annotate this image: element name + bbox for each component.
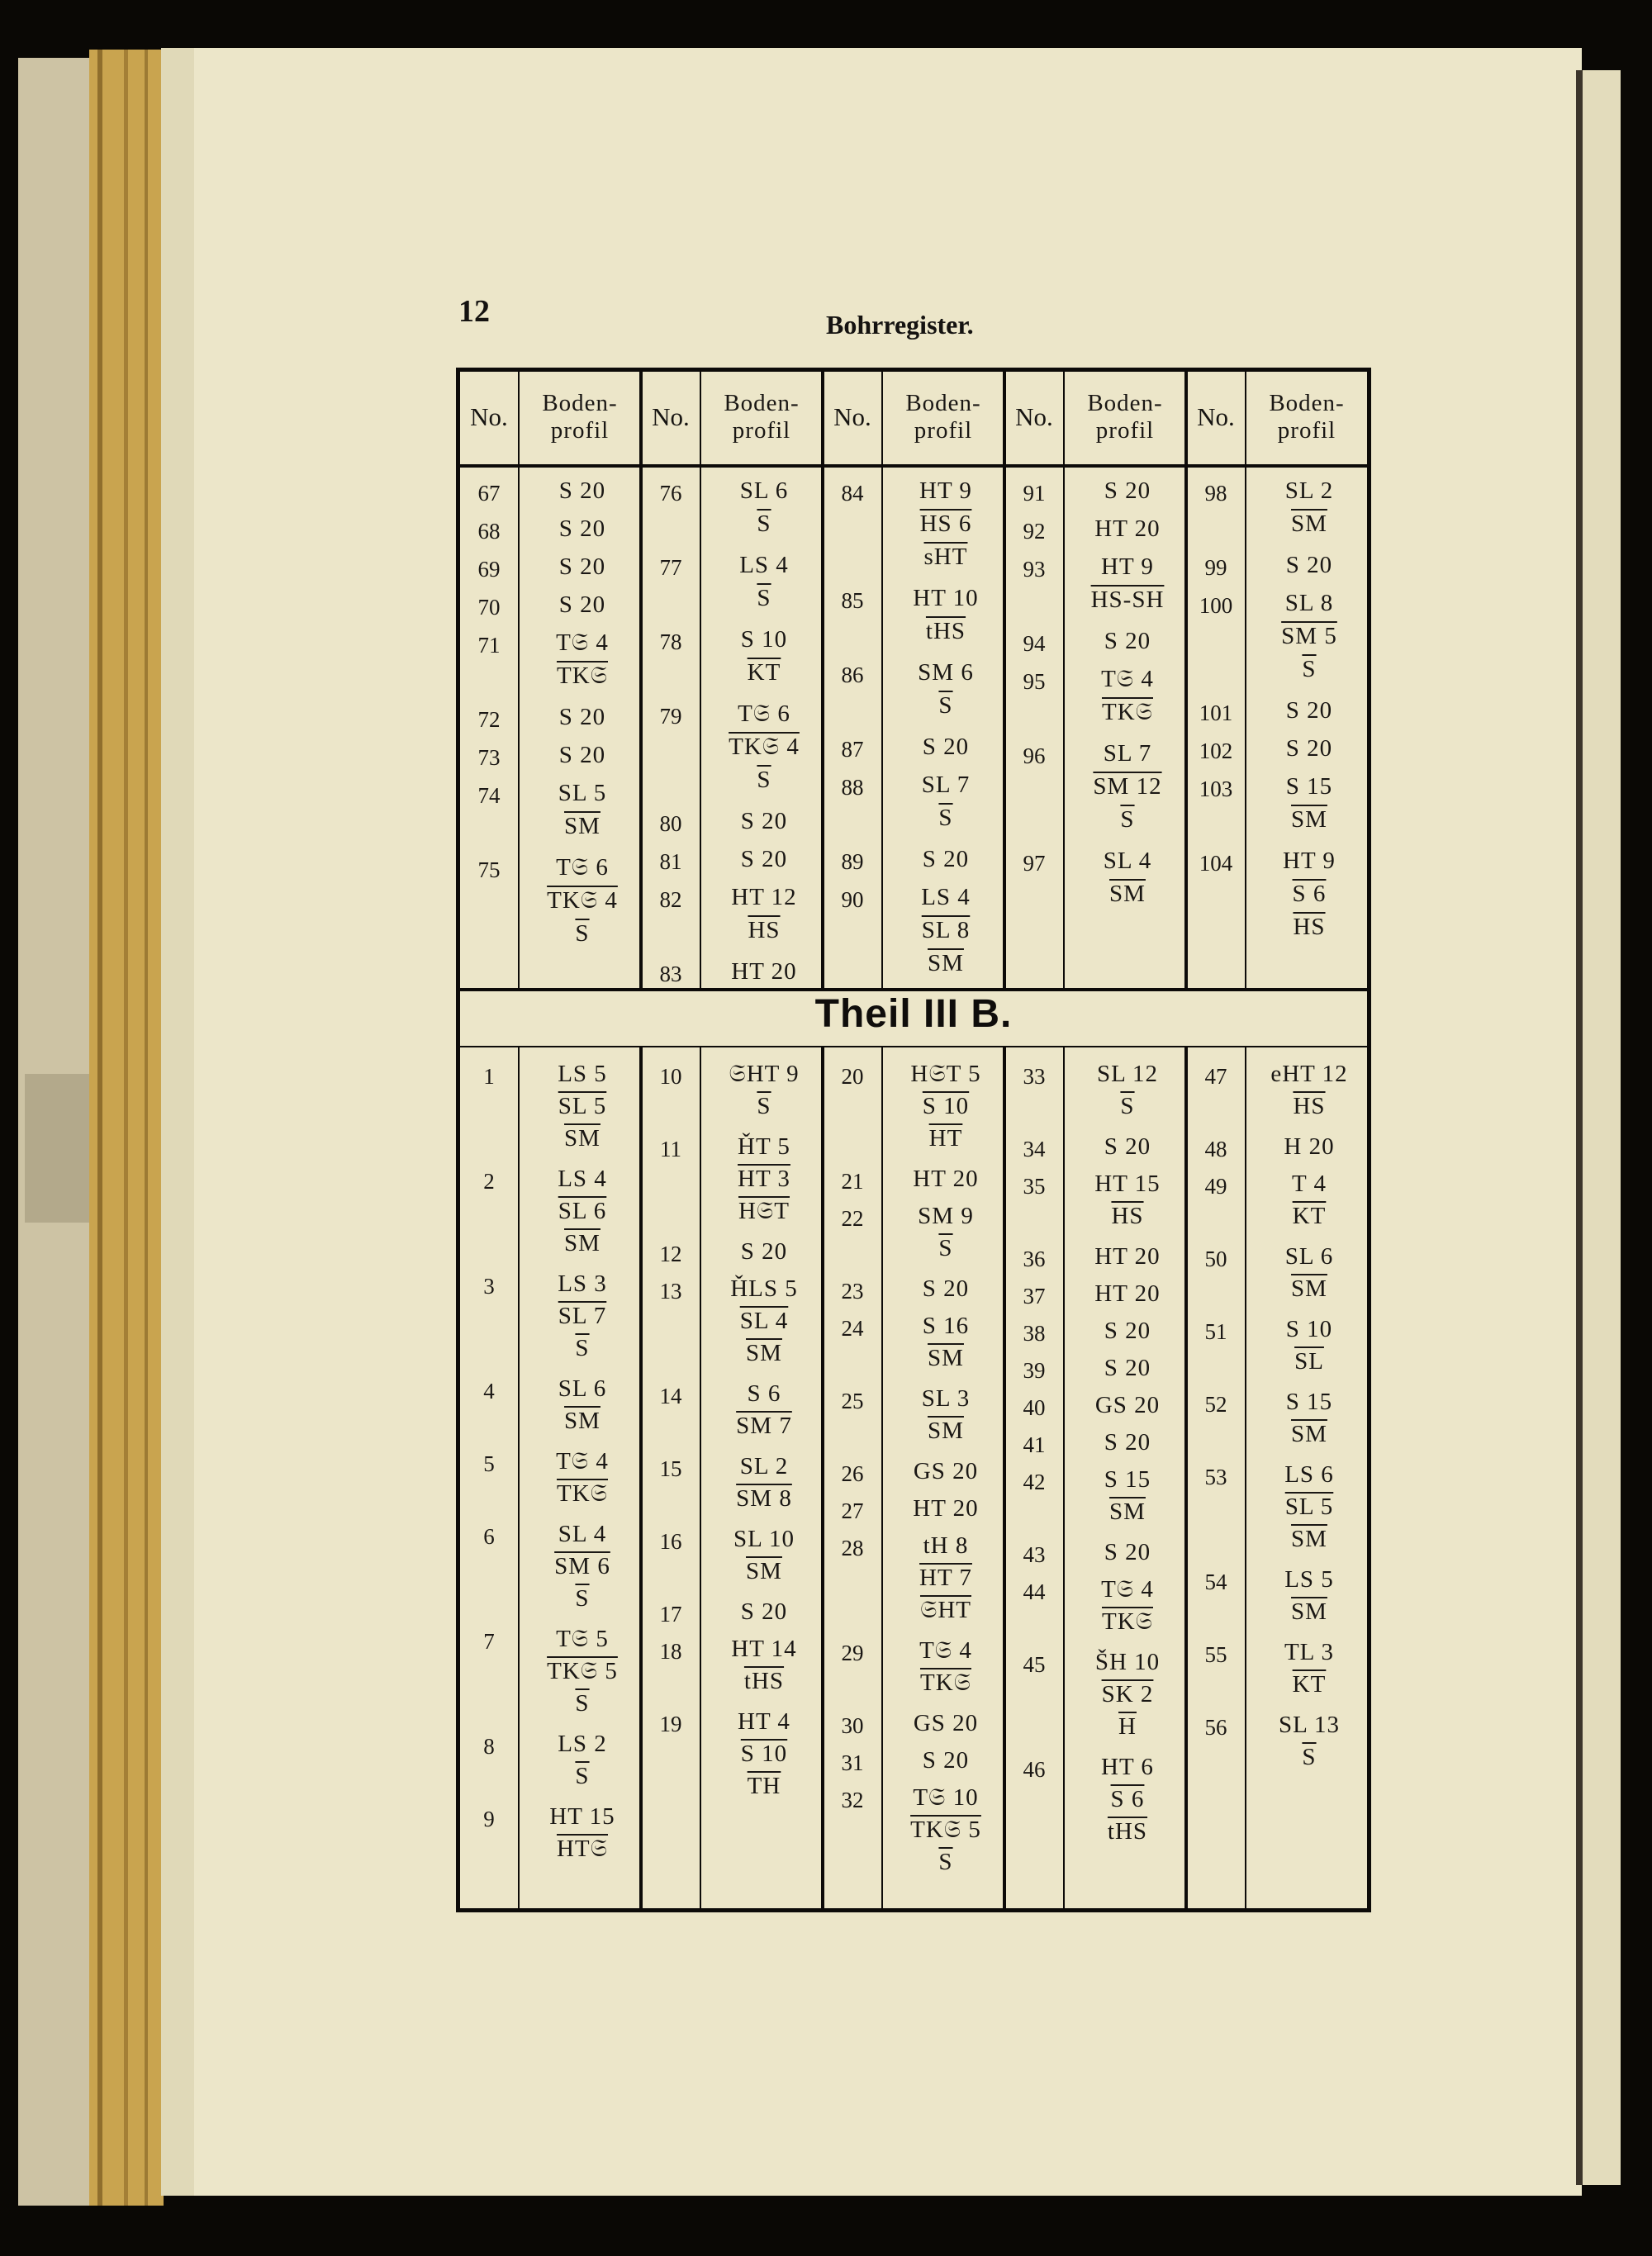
entry-no: 14 (659, 1384, 682, 1408)
profile-layer: SL 5 (558, 1093, 607, 1119)
entry-no: 93 (1023, 557, 1046, 582)
profile-layer: SL 5 (558, 780, 607, 806)
entry-no: 78 (659, 629, 682, 654)
entry-no: 71 (477, 633, 501, 658)
section-title-theil-iii-b: Theil III B. (814, 992, 1013, 1036)
entry-no: 70 (477, 595, 501, 620)
profile-layer: HT 3 (738, 1166, 790, 1192)
entry-no: 41 (1023, 1432, 1046, 1457)
profile-layer: S 20 (1285, 697, 1333, 724)
entry-no: 100 (1199, 593, 1233, 618)
entry-no: 47 (1204, 1064, 1227, 1089)
entry-no: 50 (1204, 1247, 1227, 1271)
profile-layer: LS 3 (558, 1270, 607, 1297)
entry-no: 43 (1023, 1542, 1046, 1567)
profile-layer: $\overline{SM}$ (564, 1125, 601, 1152)
entry-no: 2 (483, 1169, 495, 1194)
profile-layer: SM 5 (1281, 623, 1337, 649)
entry-no: 97 (1023, 851, 1046, 876)
entry-no: 30 (841, 1713, 864, 1738)
entry-no: 33 (1023, 1064, 1046, 1089)
table-header-row (460, 372, 1367, 471)
entry-no: 72 (477, 707, 501, 732)
sub-rule-a-4 (1245, 372, 1246, 988)
entry-no: 12 (659, 1242, 682, 1266)
profile-layer: T𝔖 6 (738, 701, 790, 727)
entry-no: 9 (483, 1807, 495, 1831)
entry-no: 25 (841, 1389, 864, 1413)
profile-layer: SL 2 (739, 1453, 789, 1479)
profile-layer: LS 5 (1284, 1566, 1334, 1593)
profile-layer: ŠH 10 (1094, 1649, 1161, 1675)
profile-layer: HT 9 (1101, 553, 1154, 580)
entry-no: 76 (659, 481, 682, 506)
profile-layer: S 10 (740, 626, 788, 653)
entry-no: 26 (841, 1461, 864, 1486)
profile-layer: S 10 (922, 1093, 970, 1119)
entry-no: 74 (477, 783, 501, 808)
profile-layer: SM 6 (918, 659, 974, 686)
entry-no: 53 (1204, 1465, 1227, 1489)
entry-no: 85 (841, 588, 864, 613)
profile-layer: SL 6 (558, 1198, 607, 1224)
profile-layer: H𝔖T 5 (910, 1061, 981, 1087)
profile-layer: TK𝔖 4 (547, 887, 618, 914)
profile-layer: $\overline{HT}$ (928, 1125, 963, 1152)
entry-no: 49 (1204, 1174, 1227, 1199)
profile-layer: HT 4 (738, 1708, 790, 1735)
entry-no: 44 (1023, 1579, 1046, 1604)
entry-no: 81 (659, 849, 682, 874)
profile-layer: T𝔖 4 (556, 629, 609, 656)
entry-no: 82 (659, 887, 682, 912)
profile-layer: $\overline{S}$ (757, 585, 771, 611)
profile-layer: $\overline{tHS}$ (1107, 1818, 1148, 1845)
profile-layer: T𝔖 4 (556, 1448, 609, 1475)
entry-no: 36 (1023, 1247, 1046, 1271)
profile-layer: TK𝔖 5 (547, 1658, 618, 1684)
sub-rule-b-4 (1245, 1047, 1246, 1908)
running-head: Bohrregister. (826, 310, 974, 340)
sub-rule-a-0 (518, 372, 520, 988)
profile-layer: TK𝔖 (1101, 699, 1153, 725)
entry-no: 80 (659, 811, 682, 836)
profile-layer: $\overline{KT}$ (1292, 1671, 1327, 1698)
profile-layer: S 20 (558, 515, 606, 542)
header-no-2: No. (652, 402, 690, 431)
profile-layer: $\overline{S}$ (938, 805, 953, 831)
profile-layer: SL 6 (739, 477, 789, 504)
profile-layer: $\overline{HS}$ (748, 917, 781, 943)
profile-layer: $\overline{HS}$ (1293, 1093, 1326, 1119)
profile-layer: $\overline{S}$ (575, 1763, 590, 1789)
profile-layer: T𝔖 4 (1101, 666, 1154, 692)
profile-layer: SM 9 (918, 1203, 974, 1229)
header-profile-1: Boden- profil (542, 390, 618, 444)
header-profile-2: Boden- profil (724, 390, 800, 444)
profile-layer: S 20 (1104, 477, 1151, 504)
profile-layer: SL 13 (1278, 1712, 1341, 1738)
profile-layer: S 16 (922, 1313, 970, 1339)
profile-layer: HT 20 (1094, 1280, 1161, 1307)
profile-layer: $\overline{SM}$ (1109, 1498, 1146, 1525)
profile-layer: HT 12 (731, 884, 797, 910)
profile-layer: $\overline{SM}$ (564, 1230, 601, 1256)
entry-no: 99 (1204, 555, 1227, 580)
entry-no: 16 (659, 1529, 682, 1554)
profile-layer: HT𝔖 (556, 1836, 608, 1862)
entry-no: 15 (659, 1456, 682, 1481)
profile-layer: S 20 (922, 846, 970, 872)
profile-layer: LS 2 (558, 1731, 607, 1757)
profile-layer: S 10 (1285, 1316, 1333, 1342)
entry-no: 1 (483, 1064, 495, 1089)
profile-layer: $\overline{S}$ (938, 692, 953, 719)
profile-layer: S 15 (1285, 1389, 1333, 1415)
profile-layer: $\overline{SM}$ (746, 1340, 782, 1366)
profile-layer: LS 5 (558, 1061, 607, 1087)
profile-layer: S 20 (558, 742, 606, 768)
entry-no: 87 (841, 737, 864, 762)
profile-layer: S 20 (740, 1238, 788, 1265)
profile-layer: SL 8 (921, 917, 971, 943)
profile-layer: $\overline{SM}$ (746, 1558, 782, 1584)
header-no-1: No. (470, 402, 508, 431)
entry-no: 52 (1204, 1392, 1227, 1417)
profile-layer: HT 20 (731, 958, 797, 985)
profile-layer: S 6 (1110, 1786, 1145, 1812)
profile-layer: SL 3 (921, 1385, 971, 1412)
profile-layer: $\overline{SM}$ (564, 813, 601, 839)
entry-no: 34 (1023, 1137, 1046, 1161)
profile-layer: S 20 (558, 553, 606, 580)
entry-no: 31 (841, 1750, 864, 1775)
profile-layer: SL 12 (1096, 1061, 1159, 1087)
profile-layer: S 20 (1104, 1539, 1151, 1565)
profile-layer: HT 20 (913, 1166, 979, 1192)
entry-no: 37 (1023, 1284, 1046, 1308)
profile-layer: HT 7 (919, 1565, 972, 1591)
profile-layer: tH 8 (923, 1532, 969, 1559)
profile-layer: 𝔖HT 9 (729, 1061, 800, 1087)
profile-layer: SK 2 (1101, 1681, 1154, 1707)
profile-layer: HT 15 (549, 1803, 615, 1830)
entry-no: 46 (1023, 1757, 1046, 1782)
profile-layer: SL 2 (1284, 477, 1334, 504)
entry-no: 77 (659, 555, 682, 580)
profile-layer: $\overline{S}$ (1120, 806, 1135, 833)
entry-no: 22 (841, 1206, 864, 1231)
profile-layer: $\overline{SM}$ (928, 1345, 964, 1371)
profile-layer: SL 8 (1284, 590, 1334, 616)
profile-layer: $\overline{SM}$ (928, 1418, 964, 1444)
profile-layer: S 15 (1104, 1466, 1151, 1493)
profile-layer: TK𝔖 (1101, 1608, 1153, 1635)
profile-layer: TK𝔖 (556, 663, 608, 689)
profile-layer: SL 7 (558, 1303, 607, 1329)
profile-layer: $\overline{SL}$ (1294, 1348, 1324, 1375)
profile-layer: H 20 (1284, 1133, 1335, 1160)
profile-layer: GS 20 (913, 1458, 979, 1484)
profile-layer: $\overline{SM}$ (1291, 511, 1327, 537)
profile-layer: $\overline{tHS}$ (925, 618, 966, 644)
entry-no: 90 (841, 887, 864, 912)
profile-layer: 𝔖HT (919, 1597, 971, 1623)
profile-layer: $\overline{S}$ (938, 1849, 953, 1875)
sub-rule-b-2 (881, 1047, 883, 1908)
entry-no: 20 (841, 1064, 864, 1089)
profile-layer: TK𝔖 (919, 1669, 971, 1696)
profile-layer: SL 7 (1103, 740, 1152, 767)
header-rule (460, 464, 1367, 468)
entry-no: 96 (1023, 743, 1046, 768)
profile-layer: $\overline{S}$ (1302, 1744, 1317, 1770)
profile-layer: S 20 (740, 846, 788, 872)
profile-layer: S 20 (1104, 1355, 1151, 1381)
profile-layer: eHT 12 (1270, 1061, 1348, 1087)
profile-layer: $\overline{S}$ (575, 1335, 590, 1361)
entry-no: 89 (841, 849, 864, 874)
bore-register-table (456, 368, 1371, 1912)
entry-no: 68 (477, 519, 501, 544)
profile-layer: $\overline{S}$ (575, 920, 590, 947)
profile-layer: S 10 (740, 1741, 788, 1767)
profile-layer: SM 12 (1093, 773, 1162, 800)
profile-layer: TK𝔖 4 (729, 734, 800, 760)
profile-layer: S 20 (922, 1747, 970, 1774)
entry-no: 88 (841, 775, 864, 800)
entry-no: 13 (659, 1279, 682, 1304)
profile-layer: S 20 (740, 808, 788, 834)
profile-layer: LS 4 (558, 1166, 607, 1192)
entry-no: 102 (1199, 739, 1233, 763)
entry-no: 35 (1023, 1174, 1046, 1199)
entry-no: 91 (1023, 481, 1046, 506)
profile-layer: $\overline{SM}$ (1291, 1421, 1327, 1447)
entry-no: 101 (1199, 701, 1233, 725)
entry-no: 28 (841, 1536, 864, 1560)
entry-no: 39 (1023, 1358, 1046, 1383)
profile-layer: S 20 (558, 477, 606, 504)
profile-layer: $\overline{SM}$ (1109, 881, 1146, 907)
profile-layer: $\overline{S}$ (1302, 656, 1317, 682)
profile-layer: T𝔖 4 (1101, 1576, 1154, 1603)
profile-layer: TK𝔖 (556, 1480, 608, 1507)
profile-layer: HT 15 (1094, 1171, 1161, 1197)
sub-rule-b-3 (1063, 1047, 1065, 1908)
sub-rule-a-3 (1063, 372, 1065, 988)
profile-layer: $\overline{S}$ (757, 767, 771, 793)
entry-no: 17 (659, 1602, 682, 1627)
entry-no: 83 (659, 962, 682, 986)
profile-layer: $\overline{SM}$ (564, 1408, 601, 1434)
profile-layer: $\overline{sHT}$ (923, 544, 968, 570)
profile-layer: S 6 (747, 1380, 781, 1407)
entry-no: 27 (841, 1498, 864, 1523)
page-number: 12 (458, 294, 490, 329)
profile-layer: S 20 (1104, 1133, 1151, 1160)
profile-layer: $\overline{KT}$ (1292, 1203, 1327, 1229)
entry-no: 86 (841, 663, 864, 687)
entry-no: 24 (841, 1316, 864, 1341)
profile-layer: $\overline{S}$ (757, 511, 771, 537)
profile-layer: HT 9 (919, 477, 972, 504)
profile-layer: S 20 (558, 591, 606, 618)
profile-layer: $\overline{S}$ (575, 1690, 590, 1717)
profile-layer: HT 9 (1283, 848, 1336, 874)
profile-layer: T𝔖 6 (556, 854, 609, 881)
profile-layer: $\overline{SM}$ (928, 950, 964, 976)
header-profile-3: Boden- profil (905, 390, 981, 444)
profile-layer: S 20 (1104, 1318, 1151, 1344)
profile-layer: SL 6 (1284, 1243, 1334, 1270)
profile-layer: $\overline{tHS}$ (743, 1668, 785, 1694)
profile-layer: HT 20 (1094, 1243, 1161, 1270)
entry-no: 75 (477, 857, 501, 882)
entry-no: 48 (1204, 1137, 1227, 1161)
profile-layer: HS 6 (919, 511, 972, 537)
profile-layer: TL 3 (1284, 1639, 1335, 1665)
entry-no: 40 (1023, 1395, 1046, 1420)
entry-no: 7 (483, 1629, 495, 1654)
profile-layer: T𝔖 5 (556, 1626, 609, 1652)
profile-layer: S 20 (922, 734, 970, 760)
profile-layer: ȞLS 5 (730, 1275, 798, 1302)
entry-no: 98 (1204, 481, 1227, 506)
profile-layer: SL 4 (739, 1308, 789, 1334)
profile-layer: HT 20 (1094, 515, 1161, 542)
entry-no: 8 (483, 1734, 495, 1759)
profile-layer: S 20 (1104, 628, 1151, 654)
profile-layer: SL 6 (558, 1375, 607, 1402)
entry-no: 23 (841, 1279, 864, 1304)
profile-layer: SM 6 (554, 1553, 610, 1579)
profile-layer: $\overline{KT}$ (747, 659, 781, 686)
profile-layer: $\overline{H}$ (1118, 1713, 1137, 1740)
profile-layer: $\overline{SM}$ (1291, 806, 1327, 833)
entry-no: 73 (477, 745, 501, 770)
profile-layer: H𝔖T (738, 1198, 790, 1224)
section-a-bottom-rule (460, 988, 1367, 991)
profile-layer: HT 20 (913, 1495, 979, 1522)
profile-layer: HT 10 (913, 585, 979, 611)
entry-no: 94 (1023, 631, 1046, 656)
profile-layer: SL 5 (1284, 1494, 1334, 1520)
profile-layer: $\overline{SM}$ (1291, 1598, 1327, 1625)
profile-layer: S 20 (740, 1598, 788, 1625)
profile-layer: T 4 (1292, 1171, 1327, 1197)
profile-layer: SM 8 (736, 1485, 792, 1512)
profile-layer: GS 20 (1094, 1392, 1161, 1418)
profile-layer: GS 20 (913, 1710, 979, 1736)
profile-layer: $\overline{SM}$ (1291, 1275, 1327, 1302)
profile-layer: SL 10 (733, 1526, 795, 1552)
entry-no: 67 (477, 481, 501, 506)
profile-layer: SM 7 (736, 1413, 792, 1439)
profile-layer: HT 14 (731, 1636, 797, 1662)
entry-no: 42 (1023, 1470, 1046, 1494)
profile-layer: TK𝔖 5 (910, 1817, 981, 1843)
profile-layer: $\overline{S}$ (1120, 1093, 1135, 1119)
profile-layer: S 20 (1104, 1429, 1151, 1456)
entry-no: 10 (659, 1064, 682, 1089)
profile-layer: $\overline{S}$ (938, 1235, 953, 1261)
entry-no: 38 (1023, 1321, 1046, 1346)
entry-no: 4 (483, 1379, 495, 1403)
entry-no: 5 (483, 1451, 495, 1476)
profile-layer: SL 7 (921, 772, 971, 798)
entry-no: 29 (841, 1641, 864, 1665)
profile-layer: $\overline{HS}$ (1293, 914, 1326, 940)
entry-no: 32 (841, 1788, 864, 1812)
header-no-3: No. (833, 402, 871, 431)
profile-layer: S 20 (922, 1275, 970, 1302)
entry-no: 18 (659, 1639, 682, 1664)
entry-no: 6 (483, 1524, 495, 1549)
profile-layer: HT 6 (1101, 1754, 1154, 1780)
profile-layer: T𝔖 4 (919, 1637, 972, 1664)
entry-no: 54 (1204, 1570, 1227, 1594)
profile-layer: LS 6 (1284, 1461, 1334, 1488)
profile-layer: SL 4 (1103, 848, 1152, 874)
sub-rule-b-0 (518, 1047, 520, 1908)
profile-layer: $\overline{HS}$ (1111, 1203, 1144, 1229)
section-b-top-rule (460, 1046, 1367, 1047)
sub-rule-a-2 (881, 372, 883, 988)
entry-no: 11 (660, 1137, 681, 1161)
entry-no: 79 (659, 704, 682, 729)
sub-rule-a-1 (700, 372, 701, 988)
profile-layer: SL 4 (558, 1521, 607, 1547)
profile-layer: $\overline{SM}$ (1291, 1526, 1327, 1552)
entry-no: 103 (1199, 777, 1233, 801)
profile-layer: LS 4 (739, 552, 789, 578)
entry-no: 19 (659, 1712, 682, 1736)
profile-layer: S 20 (1285, 552, 1333, 578)
entry-no: 21 (841, 1169, 864, 1194)
entry-no: 92 (1023, 519, 1046, 544)
profile-layer: ȞT 5 (738, 1133, 790, 1160)
entry-no: 84 (841, 481, 864, 506)
sub-rule-b-1 (700, 1047, 701, 1908)
header-no-4: No. (1015, 402, 1053, 431)
header-profile-4: Boden- profil (1087, 390, 1163, 444)
entry-no: 3 (483, 1274, 495, 1299)
profile-layer: $\overline{S}$ (575, 1585, 590, 1612)
profile-layer: S 15 (1285, 773, 1333, 800)
profile-layer: $\overline{S}$ (757, 1093, 771, 1119)
profile-layer: $\overline{TH}$ (747, 1773, 781, 1799)
entry-no: 56 (1204, 1715, 1227, 1740)
entry-no: 104 (1199, 851, 1233, 876)
profile-layer: HS-SH (1090, 587, 1165, 613)
profile-layer: S 6 (1292, 881, 1327, 907)
header-no-5: No. (1197, 402, 1235, 431)
header-profile-5: Boden- profil (1269, 390, 1345, 444)
entry-no: 69 (477, 557, 501, 582)
entry-no: 95 (1023, 669, 1046, 694)
profile-layer: T𝔖 10 (913, 1784, 979, 1811)
profile-layer: S 20 (1285, 735, 1333, 762)
entry-no: 51 (1204, 1319, 1227, 1344)
profile-layer: LS 4 (921, 884, 971, 910)
entry-no: 45 (1023, 1652, 1046, 1677)
profile-layer: S 20 (558, 704, 606, 730)
entry-no: 55 (1204, 1642, 1227, 1667)
